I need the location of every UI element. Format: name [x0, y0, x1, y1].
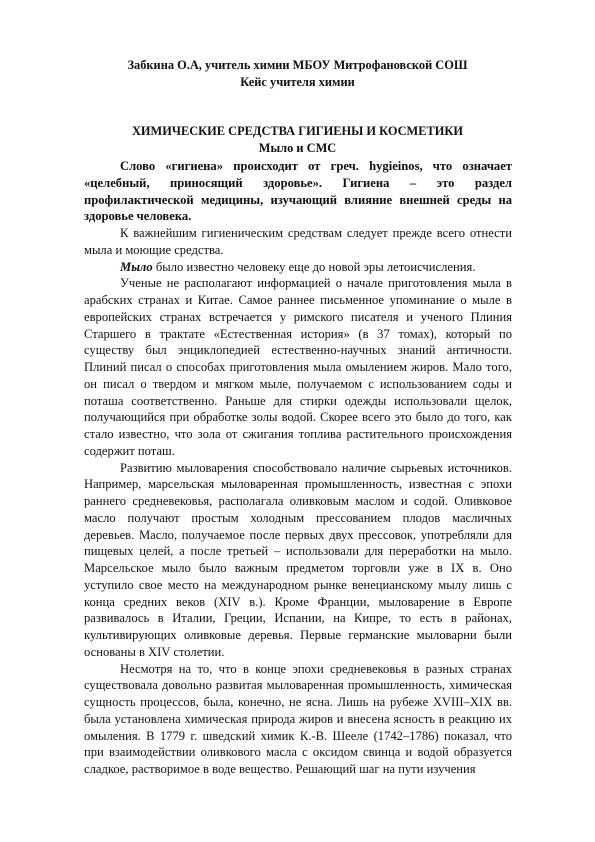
paragraph-soap-intro-text: было известно человеку еще до новой эры летоисчисления. [152, 259, 476, 274]
document-title: ХИМИЧЕСКИЕ СРЕДСТВА ГИГИЕНЫ И КОСМЕТИКИ [131, 124, 464, 138]
paragraph-chemistry: Несмотря на то, что в конце эпохи средневековья в разных странах существовала довольно развитая мыловаренная промышленность, химическая сущность процессов, была, конечно, не ясна. Лишь на рубеже XVIII–XIX вв. была установлена химическая природа жиров и внесена ясность в реакцию их омыления. В 1779 г. шведский химик К.-В. Шееле (1742–1786) показал, что при взаимодействии оливкового масла с оксидом свинца и водой образуется сладкое, растворимое в воде вещество. Решающий шаг на пути изучения [84, 661, 512, 776]
paragraph-definition: Слово «гигиена» происходит от греч. hygieinos, что означает «целебный, приносящий здоровье». Гигиена – это раздел профилактической медицины, изучающий влияние внешней среды на здоровье человека. [84, 159, 512, 224]
document-subtitle: Кейс учителя химии [240, 75, 355, 89]
paragraph-soap-intro [84, 259, 512, 276]
author-line: Забкина О.А, учитель химии МБОУ Митрофановской СОШ [127, 58, 468, 72]
document-body [84, 158, 512, 778]
term-soap: Мыло [120, 259, 153, 274]
paragraph-history: Ученые не располагают информацией о начале приготовления мыла в арабских странах и Китае. Самое раннее письменное упоминание о мыле в европейских странах встречается у римского писателя и ученого Плиния Старшего в трактате «Естественная история» (в 37 томах), который по существу был энциклопедией естественно-научных знаний античности. Плиний писал о способах приготовления мыла омылением жиров. Мало того, он писал о твердом и мягком мыле, получаемом с использованием соды и поташа соответственно. Раньше для стирки одежды использовали щелок, получающийся при обработке золы водой. Скорее всего это было до того, как стало известно, что зола от сжигания топлива растительного происхождения содержит поташ. [84, 276, 512, 458]
paragraph-soapmaking: Развитию мыловарения способствовало наличие сырьевых источников. Например, марсельская мыловаренная промышленность, известная с эпохи раннего средневековья, располагала оливковым маслом и содой. Оливковое масло получают простым холодным прессованием плодов масличных деревьев. Масло, получаемое после первых двух прессовок, употребляли для пищевых целей, а после третьей – использовали для переработки на мыло. Марсельское мыло было важным предметом торговли уже в IX в. Оно уступило свое место на международном рынке венецианскому мылу лишь с конца средних веков (XIV в.). Кроме Франции, мыловарение в Европе развивалось в Италии, Греции, Испании, на Кипре, то есть в районах, культивирующих оливковые деревья. Первые германские мыловарни были основаны в XIV столетии. [84, 460, 512, 659]
paragraph-hygiene-means: К важнейшим гигиеническим средствам следует прежде всего отнести мыла и моющие средства. [84, 226, 512, 257]
section-heading: Мыло и СМС [258, 141, 337, 155]
